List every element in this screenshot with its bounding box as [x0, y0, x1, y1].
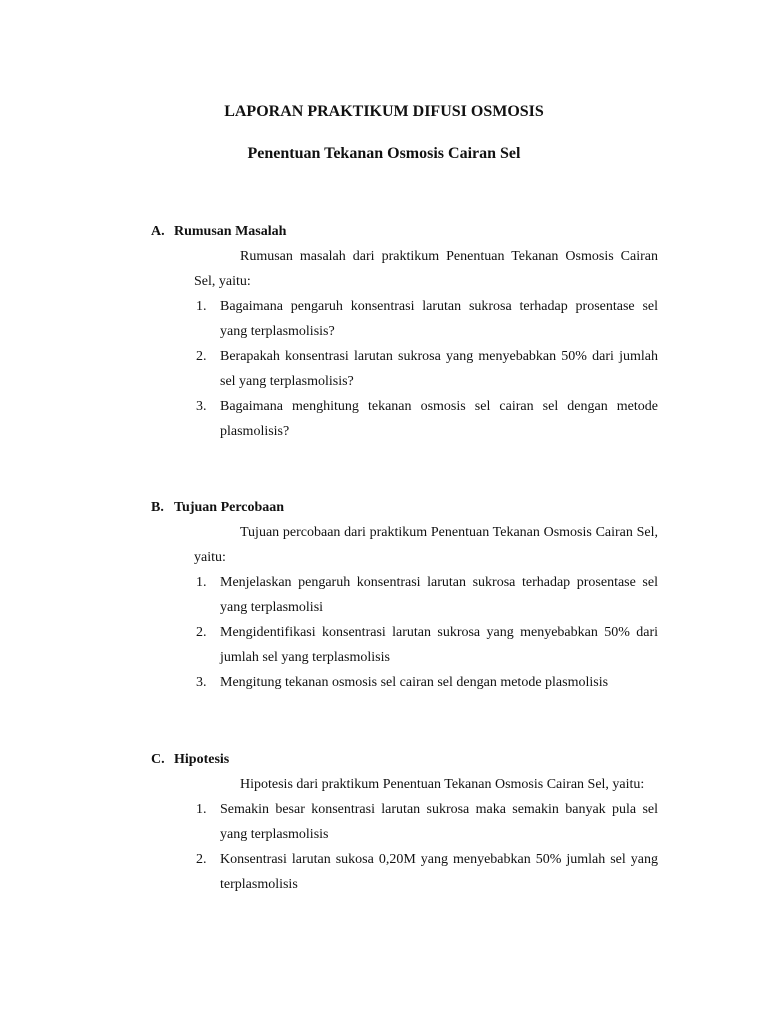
item-number: 3. [196, 399, 207, 414]
item-number: 2. [196, 852, 207, 867]
section-intro: Rumusan masalah dari praktikum Penentuan Tekanan Osmosis Cairan Sel, yaitu: [194, 249, 658, 289]
section-letter: A. [151, 224, 165, 239]
numbered-list [151, 797, 658, 897]
item-text: Berapakah konsentrasi larutan sukrosa yang menyebabkan 50% dari jumlah sel yang terplasmolisis? [220, 349, 658, 389]
item-number: 1. [196, 802, 207, 817]
item-text: Mengitung tekanan osmosis sel cairan sel dengan metode plasmolisis [220, 675, 609, 690]
section-heading-text: Rumusan Masalah [174, 224, 287, 239]
item-text: Menjelaskan pengaruh konsentrasi larutan sukrosa terhadap prosentase sel yang terplasmolisi [220, 575, 658, 615]
section-heading [151, 498, 658, 518]
list-item [196, 797, 658, 847]
item-number: 1. [196, 299, 207, 314]
item-text: Konsentrasi larutan sukosa 0,20M yang menyebabkan 50% jumlah sel yang terplasmolisis [220, 852, 658, 892]
item-number: 2. [196, 625, 207, 640]
section-heading-text: Tujuan Percobaan [174, 500, 285, 515]
document-subtitle: Penentuan Tekanan Osmosis Cairan Sel [247, 145, 521, 162]
document-title: LAPORAN PRAKTIKUM DIFUSI OSMOSIS [224, 103, 544, 120]
item-text: Mengidentifikasi konsentrasi larutan sukrosa yang menyebabkan 50% dari jumlah sel yang terplasmolisis [220, 625, 658, 665]
item-text: Bagaimana pengaruh konsentrasi larutan sukrosa terhadap prosentase sel yang terplasmolisis? [220, 299, 658, 339]
list-item [196, 344, 658, 394]
list-item [196, 394, 658, 444]
item-text: Semakin besar konsentrasi larutan sukrosa maka semakin banyak pula sel yang terplasmolisis [220, 802, 658, 842]
numbered-list [151, 294, 658, 444]
list-item [196, 294, 658, 344]
section-heading-text: Hipotesis [174, 752, 230, 767]
section-letter: B. [151, 500, 164, 515]
section-heading [151, 750, 658, 770]
section-intro: Tujuan percobaan dari praktikum Penentuan Tekanan Osmosis Cairan Sel, yaitu: [194, 525, 658, 565]
section-tujuan-percobaan [151, 498, 658, 695]
item-number: 2. [196, 349, 207, 364]
list-item [196, 570, 658, 620]
numbered-list [151, 570, 658, 695]
section-rumusan-masalah [151, 222, 658, 444]
list-item [196, 620, 658, 670]
list-item [196, 670, 658, 695]
section-intro: Hipotesis dari praktikum Penentuan Tekanan Osmosis Cairan Sel, yaitu: [240, 777, 645, 792]
section-heading [151, 222, 658, 242]
item-text: Bagaimana menghitung tekanan osmosis sel cairan sel dengan metode plasmolisis? [220, 399, 658, 439]
list-item [196, 847, 658, 897]
item-number: 1. [196, 575, 207, 590]
section-hipotesis [151, 750, 658, 897]
section-letter: C. [151, 752, 165, 767]
item-number: 3. [196, 675, 207, 690]
